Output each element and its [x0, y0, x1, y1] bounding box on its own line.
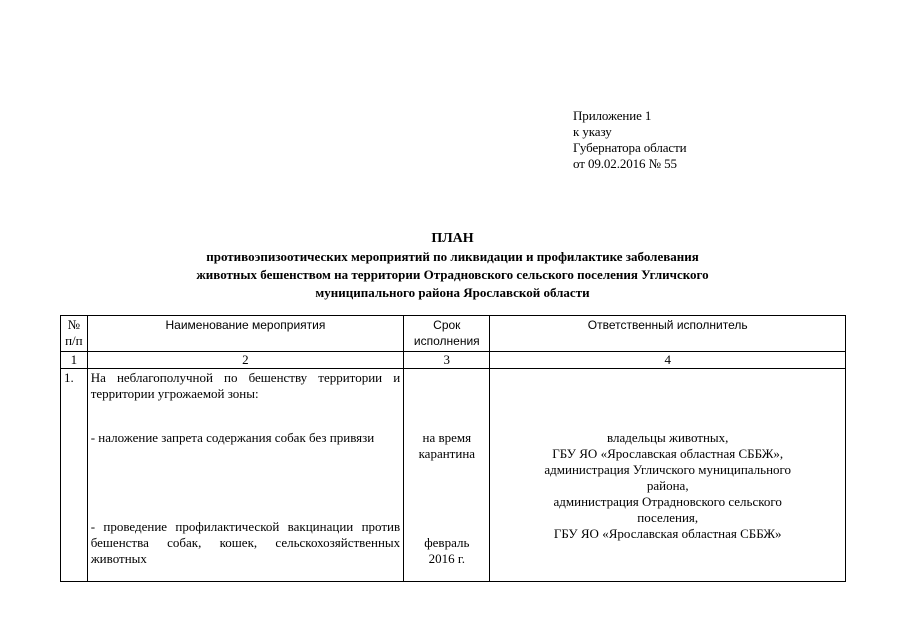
row-terms [404, 369, 490, 582]
index-cell: 1 [61, 352, 88, 369]
plan-subtitle-line: противоэпизоотических мероприятий по ликвидации и профилактике заболевания [206, 249, 699, 264]
responsible-line: ГБУ ЯО «Ярославская областная СББЖ» [553, 526, 782, 541]
header-term-line1: Срок [433, 318, 461, 332]
measure-item: - проведение профилактической вакцинации против бешенства собак, кошек, сельскохозяйственных животных [90, 519, 401, 566]
measure-item: - наложение запрета содержания собак без привязи [90, 430, 375, 445]
table-index-row [61, 352, 846, 369]
header-name: Наименование мероприятия [87, 316, 403, 352]
responsible-line: администрация Угличского муниципального [544, 462, 792, 477]
responsible-line: ГБУ ЯО «Ярославская областная СББЖ», [552, 446, 784, 461]
appendix-line: к указу [573, 124, 612, 139]
term2-line1: февраль [424, 535, 470, 550]
index-cell: 4 [490, 352, 846, 369]
header-term [404, 316, 490, 352]
row-num: 1. [61, 369, 88, 582]
appendix-line: от 09.02.2016 № 55 [573, 156, 677, 171]
term1-line1: на время [422, 430, 472, 445]
term1-line2: карантина [418, 446, 476, 461]
index-cell: 2 [87, 352, 403, 369]
header-term-line2: исполнения [413, 334, 480, 348]
responsible-line: администрация Отрадновского сельского [553, 494, 782, 509]
term2-line2: 2016 г. [428, 551, 465, 566]
table-row [61, 369, 846, 582]
header-responsible: Ответственный исполнитель [490, 316, 846, 352]
plan-heading [0, 230, 905, 302]
header-num-line1: № [67, 317, 81, 332]
appendix-block [573, 108, 687, 172]
row-measures [87, 369, 403, 582]
plan-subtitle-line: животных бешенством на территории Отрадновского сельского поселения Угличского [196, 267, 709, 282]
appendix-line: Губернатора области [573, 140, 687, 155]
index-cell: 3 [404, 352, 490, 369]
responsible-line: района, [646, 478, 689, 493]
row-responsible [490, 369, 846, 582]
appendix-line: Приложение 1 [573, 108, 652, 123]
measures-table [60, 315, 846, 582]
plan-title: ПЛАН [431, 231, 474, 246]
responsible-line: владельцы животных, [607, 430, 729, 445]
header-num-line2: п/п [65, 333, 83, 348]
responsible-line: поселения, [637, 510, 699, 525]
header-num [61, 316, 88, 352]
measures-intro: На неблагополучной по бешенству территории и территории угрожаемой зоны: [90, 370, 401, 401]
plan-subtitle-line: муниципального района Ярославской области [315, 285, 590, 300]
table-header-row [61, 316, 846, 352]
